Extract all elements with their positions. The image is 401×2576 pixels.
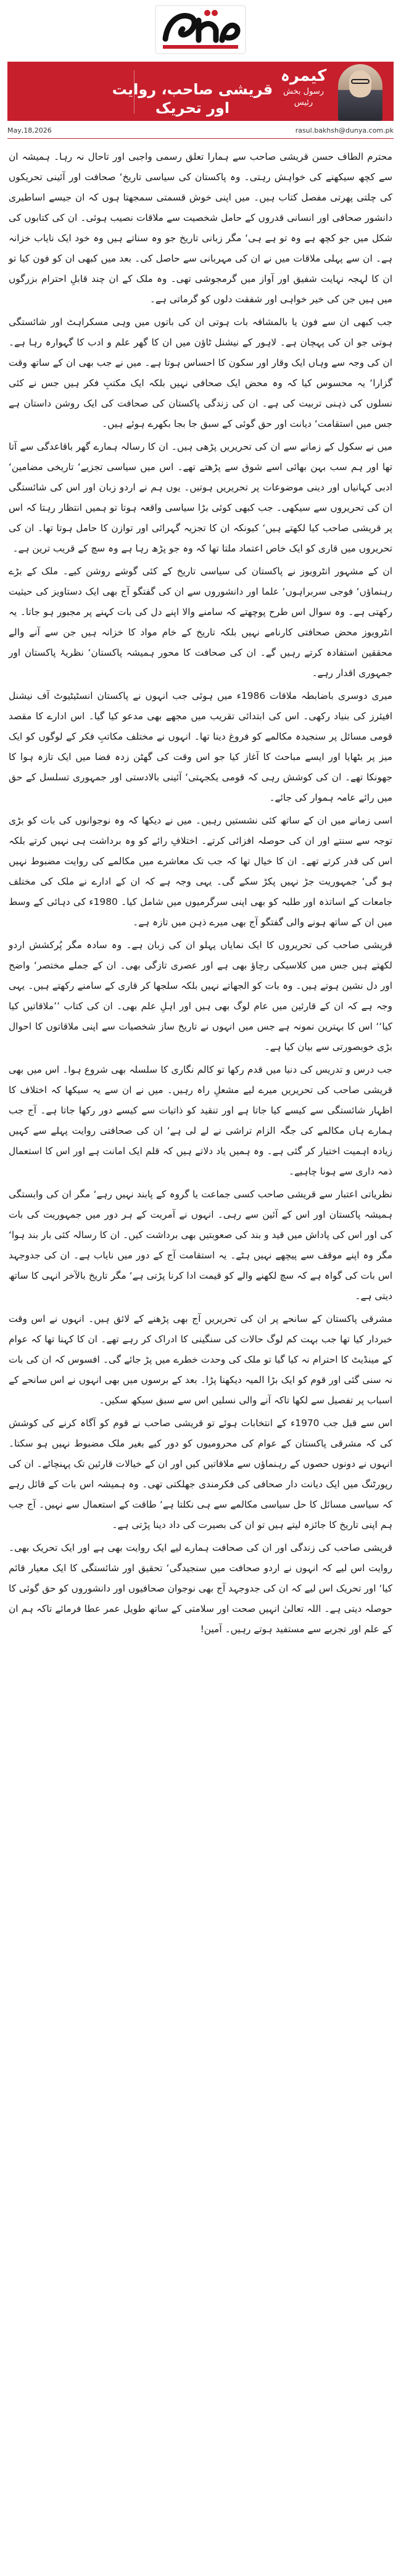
paragraph: قریشی صاحب کی تحریروں کا ایک نمایاں پہلو ان کی زبان ہے۔ وہ سادہ مگر پُرکشش اردو لکھتے ہیں جس میں کلاسیکی رچاؤ بھی ہے اور عصری تازگی بھی۔ ان کے جملے مختصر‘ واضح اور دل نشین ہوتے ہیں۔ وہ بات کو الجھاتے نہیں بلکہ سلجھا کر قاری کے سامنے رکھتے ہیں۔ یہی وجہ ہے کہ ان کے قارئین میں عام لوگ بھی ہیں اور اہلِ علم بھی۔ ان کی کتاب ’’ملاقاتیں کیا کیا‘‘ اس کا بہترین نمونہ ہے جس میں انہوں نے تاریخ ساز شخصیات سے اپنی ملاقاتوں کا احوال بڑی خوبصورتی سے بیان کیا ہے۔ <box>9 939 392 1052</box>
writer-glasses <box>351 79 370 84</box>
column-logo: کیمرہ <box>280 67 327 85</box>
writer-photo <box>338 64 382 121</box>
writer-name: رسول بخش رئیس <box>283 87 325 107</box>
paragraph: اس سے قبل جب 1970ء کے انتخابات ہوئے تو قریشی صاحب نے قوم کو آگاہ کرنے کی کوشش کی کہ مشرقی پاکستان کے عوام کی محرومیوں کو دور کیے بغیر ملک مضبوط نہیں ہو سکتا۔ انہوں نے دونوں حصوں کے رہنماؤں سے ملاقاتیں کیں اور ان کے خیالات قارئین تک پہنچائے۔ ان کی رپورٹنگ میں ایک دیانت دار صحافی کی فکرمندی جھلکتی تھی۔ وہ ہمیشہ اس بات کے قائل رہے کہ سیاسی مسائل کا حل سیاسی مکالمے سے ہی نکلتا ہے‘ طاقت کے استعمال سے نہیں۔ آج جب ہم اپنی تاریخ کا جائزہ لیتے ہیں تو ان کی بصیرت کی داد دینا پڑتی ہے۔ <box>9 1418 392 1530</box>
paragraph: ان کے مشہور انٹرویوز نے پاکستان کی سیاسی تاریخ کے کئی گوشے روشن کیے۔ ملک کے بڑے رہنماؤں‘ فوجی سربراہوں‘ علما اور دانشوروں سے ان کی گفتگو آج بھی ایک دستاویز کی حیثیت رکھتی ہے۔ وہ سوال اس طرح پوچھتے کہ سامنے والا اپنے دل کی بات کہنے پر مجبور ہو جاتا۔ یہ انٹرویوز محض صحافتی کارنامے نہیں بلکہ تاریخ کے خام مواد کا خزانہ ہیں جن سے آنے والے محققین استفادہ کرتے رہیں گے۔ ان کی صحافت کا محور ہمیشہ پاکستان‘ نظریۂ پاکستان اور جمہوری اقدار رہے۔ <box>9 566 392 679</box>
paragraph: محترم الطاف حسن قریشی صاحب سے ہمارا تعلق رسمی واجبی اور تاحال نہ رہا۔ ہمیشہ ان سے کچھ سیکھنے کی خواہش رہتی۔ وہ پاکستان کی سیاسی تاریخ‘ صحافت اور آئینی تحریکوں کی چلتی پھرتی مفصل کتاب ہیں۔ میں اپنی خوش قسمتی سمجھتا ہوں کہ ان جیسے اساطیری دانشور صحافی اور انسانی قدروں کے حامل شخصیت سے ملاقات نصیب ہوئی۔ ان کی کتابوں کی شکل میں جو کچھ ہے وہ تو ہے ہی‘ مگر زبانی تاریخ جو وہ سناتے ہیں وہ خود ایک نایاب خزانہ ہے۔ ان سے پہلی ملاقات میں نے ان کی مہربانی سے حاصل کی۔ بعد میں کبھی ان کو فون کیا تو ان کا لہجہ نہایت شفیق اور آواز میں گرمجوشی تھی۔ وہ ملک کے ان چند قابلِ احترام بزرگوں میں ہیں جن کی خیر خواہی اور شفقت دلوں کو گرماتی ہے۔ <box>9 151 392 305</box>
article-body <box>9 147 392 2565</box>
paragraph: مشرقی پاکستان کے سانحے پر ان کی تحریریں آج بھی پڑھنے کے لائق ہیں۔ انہوں نے اس وقت خبردار کیا تھا جب بہت کم لوگ حالات کی سنگینی کا ادراک کر رہے تھے۔ ان کا کہنا تھا کہ عوام کے مینڈیٹ کا احترام نہ کیا گیا تو ملک کی وحدت خطرے میں پڑ جائے گی۔ افسوس کہ ان کی بات نہ سنی گئی اور قوم کو ایک بڑا المیہ دیکھنا پڑا۔ بعد کے برسوں میں بھی انہوں نے اس سانحے کے اسباب پر تفصیل سے لکھا تاکہ آنے والی نسلیں اس سے سبق سیکھ سکیں۔ <box>9 1313 392 1406</box>
column-branding <box>276 67 331 109</box>
paragraph: میں نے سکول کے زمانے سے ان کی تحریریں پڑھی ہیں۔ ان کا رسالہ ہمارے گھر باقاعدگی سے آتا تھا اور ہم سب بہن بھائی اسے شوق سے پڑھتے تھے۔ اس میں سیاسی تجزیے‘ تاریخی مضامین‘ ادبی کہانیاں اور دینی موضوعات پر تحریریں ہوتیں۔ یوں ہم نے اردو زبان اور اس کی شائستگی ان کی تحریروں سے سیکھی۔ جب کبھی کوئی بڑا سیاسی واقعہ ہوتا تو ہمیں انتظار رہتا کہ اس پر قریشی صاحب کیا لکھتے ہیں‘ کیونکہ ان کا تجزیہ گہرائی اور توازن کا حامل ہوتا تھا۔ ان کی تحریروں میں قاری کو ایک خاص اعتماد ملتا تھا کہ وہ جو پڑھ رہا ہے وہ سچ کے قریب ترین ہے۔ <box>9 441 392 554</box>
dunya-logo-icon[interactable] <box>154 3 247 56</box>
paragraph: اسی زمانے میں ان کے ساتھ کئی نشستیں رہیں۔ میں نے دیکھا کہ وہ نوجوانوں کی بات کو بڑی توجہ سے سنتے اور ان کی حوصلہ افزائی کرتے۔ اختلافِ رائے کو وہ برداشت ہی نہیں کرتے بلکہ اس کی قدر کرتے تھے۔ ان کا خیال تھا کہ جب تک معاشرے میں مکالمے کی روایت مضبوط نہیں ہو گی‘ جمہوریت جڑ نہیں پکڑ سکے گی۔ یہی وجہ ہے کہ ان کے ادارے نے ملک کی مختلف جامعات کے اساتذہ اور طلبہ کو بھی اپنی سرگرمیوں میں شامل کیا۔ 1980ء کی دہائی کے وسط میں ان کے ساتھ ہونے والی گفتگو آج بھی میرے ذہن میں تازہ ہے۔ <box>9 815 393 928</box>
meta-divider <box>7 138 394 139</box>
writer-email[interactable]: rasul.bakhsh@dunya.com.pk <box>295 126 394 134</box>
paragraph: جب درس و تدریس کی دنیا میں قدم رکھا تو کالم نگاری کا سلسلہ بھی شروع ہوا۔ اس میں بھی قریشی صاحب کی تحریریں میرے لیے مشعلِ راہ رہیں۔ میں نے ان سے یہ سیکھا کہ اختلاف کا اظہار شائستگی سے کیسے کیا جاتا ہے اور تنقید کو ذاتیات سے کیسے دور رکھا جاتا ہے۔ آج جب ہمارے ہاں مکالمے کی جگہ الزام تراشی نے لے لی ہے‘ ان کی صحافتی روایت پہلے سے کہیں زیادہ اہمیت اختیار کر گئی ہے۔ وہ ہمیں یاد دلاتے ہیں کہ قلم ایک امانت ہے اور اس کا استعمال ذمہ داری سے ہونا چاہیے۔ <box>9 1064 392 1177</box>
paragraph: جب کبھی ان سے فون یا بالمشافہ بات ہوتی ان کی باتوں میں وہی مسکراہٹ اور شائستگی ہوتی جو ان کی پہچان ہے۔ لاہور کے نیشنل ٹاؤن میں ان کا گھر علم و ادب کا گہوارہ رہا ہے۔ ان کی وجہ سے وہاں ایک وقار اور سکون کا احساس ہوتا ہے۔ میں نے جب بھی ان کے ساتھ وقت گزارا‘ یہ محسوس کیا کہ وہ محض ایک صحافی نہیں بلکہ ایک مکتبِ فکر ہیں جس نے کئی نسلوں کی ذہنی تربیت کی ہے۔ ان کی زندگی پاکستان کی صحافت کی ایک روشن داستان ہے جس میں استقامت‘ دیانت اور حق گوئی کے سبق جا بجا بکھرے ہوئے ہیں۔ <box>9 316 392 429</box>
publish-date: May,18,2026 <box>7 126 52 134</box>
column-title: قریشی صاحب، روایت اور تحریک <box>112 81 273 117</box>
masthead <box>0 0 401 59</box>
writer-face <box>349 70 371 97</box>
paragraph: نظریاتی اعتبار سے قریشی صاحب کسی جماعت یا گروہ کے پابند نہیں رہے‘ مگر ان کی وابستگی ہمیشہ پاکستان اور اس کے آئین سے رہی۔ انہوں نے آمریت کے ہر دور میں جمہوریت کی بات کی اور اس کی پاداش میں قید و بند کی صعوبتیں بھی برداشت کیں۔ ان کا رسالہ کئی بار بند ہوا‘ مگر وہ اپنے موقف سے پیچھے نہیں ہٹے۔ یہ استقامت آج کے دور میں نایاب ہے۔ ان کی جدوجہد اس بات کی گواہ ہے کہ سچ لکھنے والے کو قیمت ادا کرنا پڑتی ہے‘ مگر تاریخ بالآخر انہی کا ساتھ دیتی ہے۔ <box>9 1189 392 1302</box>
column-header <box>7 62 394 121</box>
paragraph: میری دوسری باضابطہ ملاقات 1986ء میں ہوئی جب انہوں نے پاکستان انسٹیٹیوٹ آف نیشنل افیئرز کی بنیاد رکھی۔ اس کی ابتدائی تقریب میں مجھے بھی مدعو کیا گیا۔ اس ادارے کا مقصد قومی مسائل پر سنجیدہ مکالمے کو فروغ دینا تھا۔ انہوں نے مختلف مکاتبِ فکر کے لوگوں کو ایک میز پر بٹھایا اور ایسے مباحث کا آغاز کیا جو اس وقت کی گھٹن زدہ فضا میں ایک تازہ ہوا کا جھونکا تھے۔ ان کی کوشش رہی کہ قومی یکجہتی‘ آئینی بالادستی اور جمہوری تسلسل کے حق میں رائے عامہ ہموار کی جائے۔ <box>9 690 392 803</box>
meta-row <box>7 125 394 137</box>
paragraph: قریشی صاحب کی زندگی اور ان کی صحافت ہمارے لیے ایک روایت بھی ہے اور ایک تحریک بھی۔ روایت اس لیے کہ انہوں نے اردو صحافت میں سنجیدگی‘ تحقیق اور شائستگی کا ایک معیار قائم کیا‘ اور تحریک اس لیے کہ ان کی جدوجہد آج بھی نوجوان صحافیوں اور دانشوروں کو حق گوئی کا حوصلہ دیتی ہے۔ اللہ تعالیٰ انہیں صحت اور سلامتی کے ساتھ طویل عمر عطا فرمائے تاکہ ہم ان کے علم اور تجربے سے مستفید ہوتے رہیں۔ آمین! <box>9 1542 392 1635</box>
